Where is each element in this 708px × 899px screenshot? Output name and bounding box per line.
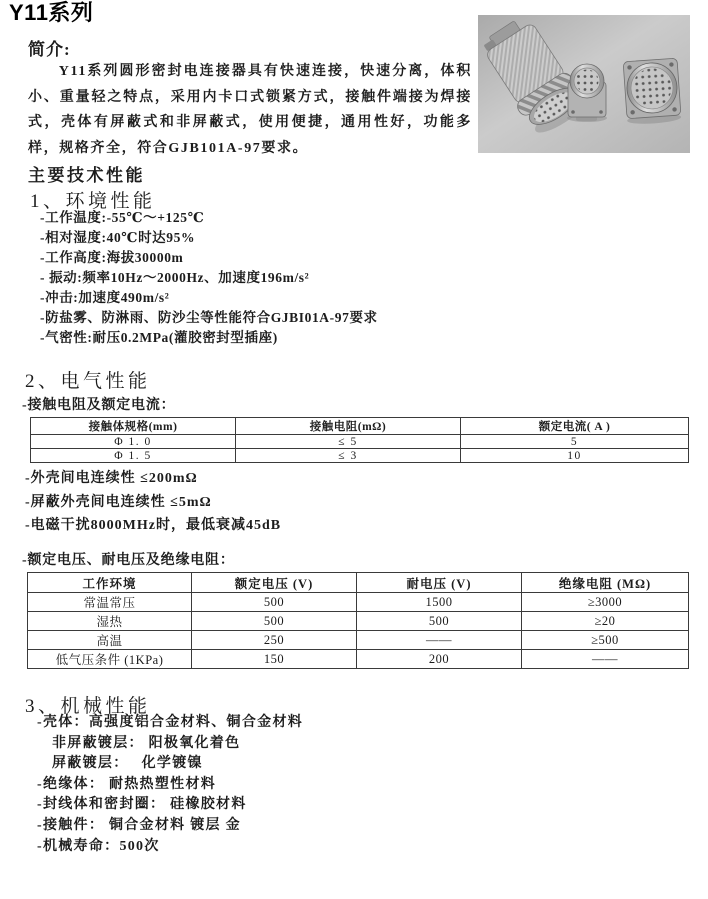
list-item: 屏蔽镀层： 化学镀镍 — [52, 756, 203, 772]
table-cell: 150 — [192, 650, 357, 669]
table-cell: 低气压条件 (1KPa) — [28, 650, 192, 669]
table-cell: 1500 — [357, 593, 522, 612]
table-cell: 湿热 — [28, 612, 192, 631]
voltage-insulation-table — [27, 572, 689, 669]
table-cell: ≤ 5 — [236, 435, 461, 449]
list-item: -绝缘体： 耐热热塑性材料 — [37, 776, 217, 792]
list-item: -冲击:加速度490m/s² — [40, 290, 170, 305]
table-cell: 5 — [461, 435, 689, 449]
mech-list — [37, 713, 457, 857]
table-cell: 高温 — [28, 631, 192, 650]
table-cell: —— — [357, 631, 522, 650]
electrical-notes — [25, 470, 281, 541]
table-cell: Φ 1. 5 — [31, 449, 236, 463]
list-item: 非屏蔽镀层： 阳极氧化着色 — [52, 735, 241, 751]
env-list — [40, 208, 470, 348]
table-cell: 250 — [192, 631, 357, 650]
table-cell: 500 — [357, 612, 522, 631]
table-cell: ≥3000 — [522, 593, 689, 612]
list-item: -外壳间电连续性 ≤200mΩ — [25, 471, 198, 486]
elec-section-heading: 2、电气性能 — [25, 371, 151, 392]
product-photo-image — [478, 15, 690, 153]
list-item: -接触件： 铜合金材料 镀层 金 — [37, 817, 241, 833]
table-row — [28, 593, 689, 612]
list-item: -工作温度:-55℃～+125℃ — [40, 210, 205, 225]
table-cell: 500 — [192, 593, 357, 612]
table-cell: 200 — [357, 650, 522, 669]
list-item: -相对湿度:40℃时达95% — [40, 230, 196, 245]
table-cell: 常温常压 — [28, 593, 192, 612]
list-item: -防盐雾、防淋雨、防沙尘等性能符合GJBI01A-97要求 — [40, 310, 378, 325]
voltage-table-label: -额定电压、耐电压及绝缘电阻： — [22, 553, 235, 568]
contact-resistance-label: -接触电阻及额定电流： — [22, 398, 176, 413]
connector-receptacle-large — [623, 58, 681, 125]
table-cell: 10 — [461, 449, 689, 463]
connector-receptacle-small — [567, 64, 607, 122]
contact-resistance-table — [30, 417, 689, 463]
intro-paragraph: Y11系列圆形密封电连接器具有快速连接，快速分离，体积小、重量轻之特点，采用内卡口式锁紧方式，接触件端接为焊接式，壳体有屏蔽式和非屏蔽式，使用便捷，通用性好，功能多样，规格齐全，符合GJB101A-97要求。 — [28, 64, 472, 156]
table-header-cell: 接触电阻(mΩ) — [236, 418, 461, 435]
table-cell: —— — [522, 650, 689, 669]
table-cell: ≤ 3 — [236, 449, 461, 463]
table-row — [28, 650, 689, 669]
table-header-cell: 接触体规格(mm) — [31, 418, 236, 435]
list-item: -工作高度:海拔30000m — [40, 250, 184, 265]
table-header-cell: 耐电压 (V) — [357, 573, 522, 593]
table-cell: Φ 1. 0 — [31, 435, 236, 449]
list-item: -电磁干扰8000MHz时，最低衰减45dB — [25, 518, 282, 534]
table-header-cell: 额定电压 (V) — [192, 573, 357, 593]
table-cell: ≥500 — [522, 631, 689, 650]
product-photo — [478, 15, 690, 153]
table-cell: 500 — [192, 612, 357, 631]
table-header-cell: 工作环境 — [28, 573, 192, 593]
list-item: -机械寿命：500次 — [37, 838, 160, 854]
main-heading: 主要技术性能 — [28, 166, 145, 185]
list-item: -壳体：高强度铝合金材料、铜合金材料 — [37, 715, 304, 730]
table-header-row — [28, 573, 689, 593]
table-header-cell: 额定电流( A ) — [461, 418, 689, 435]
table-row — [28, 612, 689, 631]
table-cell: ≥20 — [522, 612, 689, 631]
list-item: -气密性:耐压0.2MPa(灌胶密封型插座) — [40, 330, 278, 345]
list-item: -屏蔽外壳间电连续性 ≤5mΩ — [25, 494, 212, 510]
table-header-row — [31, 418, 689, 435]
table-row — [28, 631, 689, 650]
mech-section-heading: 3、机械性能 — [25, 696, 151, 717]
table-header-cell: 绝缘电阻 (MΩ) — [522, 573, 689, 593]
list-item: -封线体和密封圈： 硅橡胶材料 — [37, 797, 247, 813]
table-row — [31, 435, 689, 449]
table-row — [31, 449, 689, 463]
intro-heading: 简介: — [28, 40, 71, 59]
env-section-heading: 1、环境性能 — [30, 191, 156, 212]
page-title: Y11系列 — [9, 0, 94, 25]
list-item: - 振动:频率10Hz～2000Hz、加速度196m/s² — [40, 270, 310, 285]
